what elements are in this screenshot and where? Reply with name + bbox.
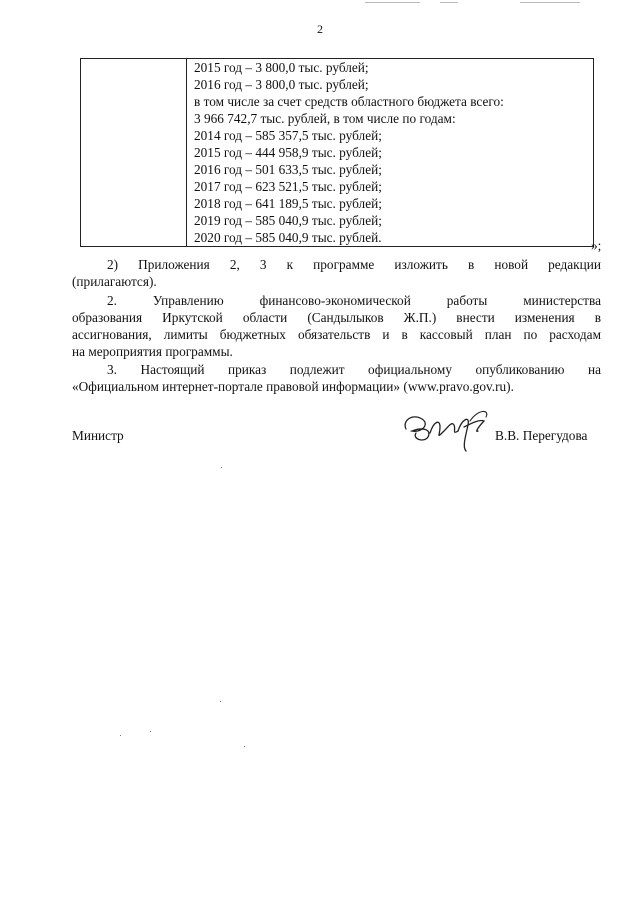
funding-line: 2018 год – 641 189,5 тыс. рублей; bbox=[194, 196, 382, 211]
funding-line: 2017 год – 623 521,5 тыс. рублей; bbox=[194, 179, 382, 194]
signatory-title: Министр bbox=[72, 428, 124, 443]
paragraph-line: (прилагаются). bbox=[72, 274, 157, 289]
funding-line: 3 966 742,7 тыс. рублей, в том числе по годам: bbox=[194, 111, 456, 126]
paragraph-line: 2) Приложения 2, 3 к программе изложить в новой редакции bbox=[107, 257, 601, 272]
paragraph-line: 3. Настоящий приказ подлежит официальному опубликованию на bbox=[107, 362, 601, 377]
paragraph-appendices bbox=[72, 256, 601, 290]
funding-line: 2015 год – 3 800,0 тыс. рублей; bbox=[194, 60, 369, 75]
scan-speck bbox=[220, 701, 221, 702]
funding-line: в том числе за счет средств областного бюджета всего: bbox=[194, 94, 504, 109]
paragraph-finance-department bbox=[72, 292, 601, 360]
funding-line: 2020 год – 585 040,9 тыс. рублей. bbox=[194, 230, 382, 245]
funding-line: 2016 год – 501 633,5 тыс. рублей; bbox=[194, 162, 382, 177]
closing-quote: »; bbox=[591, 238, 602, 253]
funding-line: 2019 год – 585 040,9 тыс. рублей; bbox=[194, 213, 382, 228]
funding-table bbox=[80, 58, 594, 247]
funding-line: 2016 год – 3 800,0 тыс. рублей; bbox=[194, 77, 369, 92]
paragraph-line: ассигнования, лимиты бюджетных обязательств и в кассовый план по расходам bbox=[72, 327, 601, 342]
scan-speck bbox=[244, 746, 245, 747]
scan-speck bbox=[221, 467, 222, 468]
scan-edge-line bbox=[520, 2, 580, 3]
table-funding-cell bbox=[187, 59, 594, 247]
scan-speck bbox=[120, 735, 121, 736]
paragraph-line: «Официальном интернет-портале правовой информации» (www.pravo.gov.ru). bbox=[72, 379, 514, 394]
page-number: 2 bbox=[317, 22, 323, 36]
paragraph-publication bbox=[72, 361, 601, 395]
scan-edge-line bbox=[365, 2, 420, 3]
scan-edge-line bbox=[440, 2, 458, 3]
funding-line: 2015 год – 444 958,9 тыс. рублей; bbox=[194, 145, 382, 160]
scan-speck bbox=[150, 731, 151, 732]
paragraph-line: 2. Управлению финансово-экономической работы министерства bbox=[107, 293, 601, 308]
handwritten-signature bbox=[400, 407, 500, 455]
table-label-cell bbox=[81, 59, 187, 247]
paragraph-line: на мероприятия программы. bbox=[72, 344, 233, 359]
signatory-name: В.В. Перегудова bbox=[495, 428, 588, 443]
funding-line: 2014 год – 585 357,5 тыс. рублей; bbox=[194, 128, 382, 143]
table-row bbox=[81, 59, 594, 247]
paragraph-line: образования Иркутской области (Сандылыков Ж.П.) внести изменения в bbox=[72, 310, 601, 325]
